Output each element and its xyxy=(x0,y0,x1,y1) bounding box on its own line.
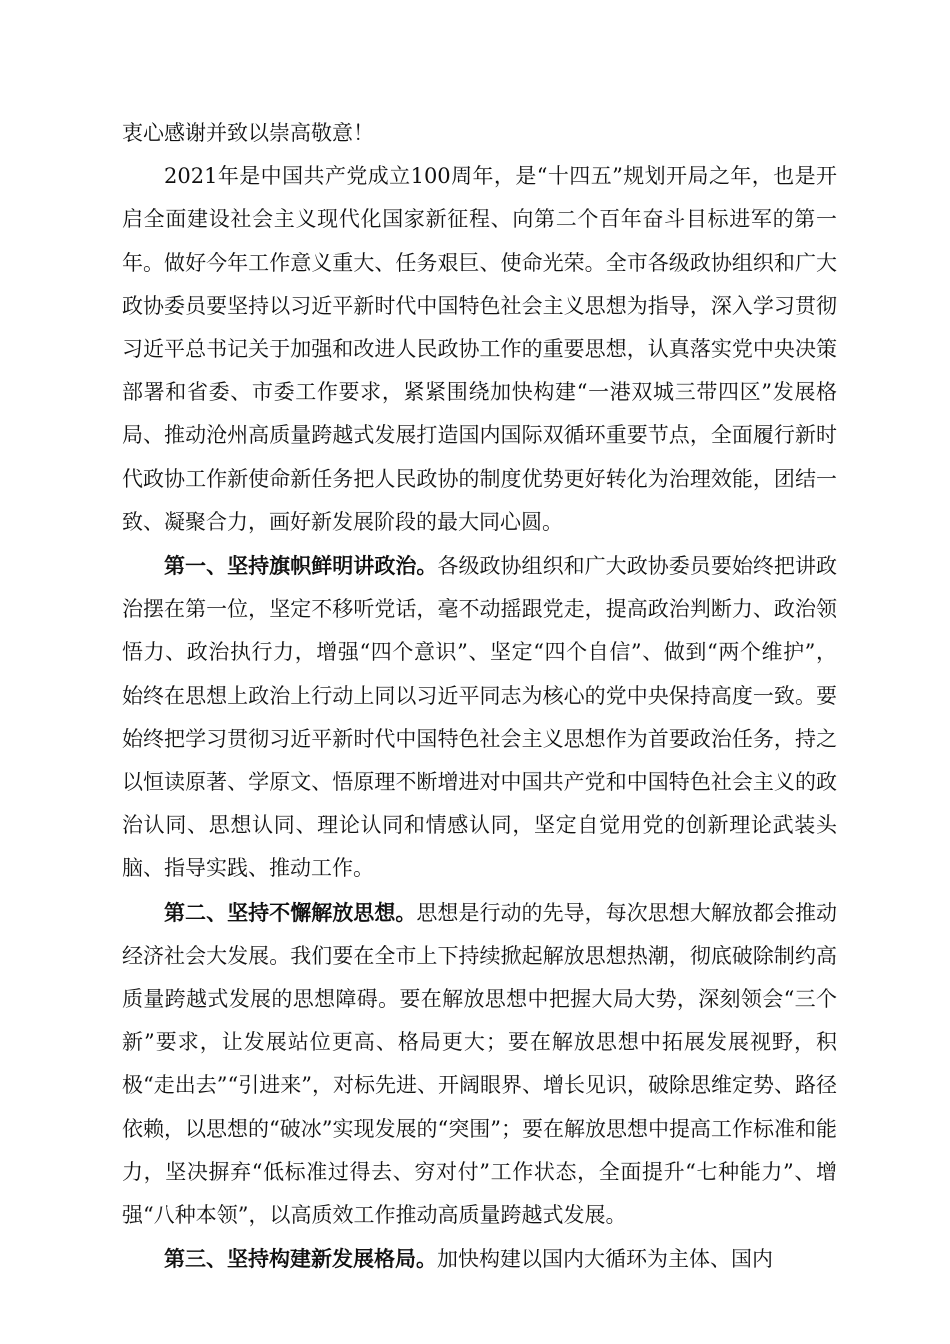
paragraph-point-one xyxy=(122,544,837,891)
paragraph-point-two xyxy=(122,891,837,1238)
paragraph-heading: 第三、坚持构建新发展格局。 xyxy=(164,1246,437,1272)
paragraph-text: 2021年是中国共产党成立100周年，是“十四五”规划开局之年，也是开启全面建设社会主义现代化国家新征程、向第二个百年奋斗目标进军的第一年。做好今年工作意义重大、任务艰巨、使命光荣。全市各级政协组织和广大政协委员要坚持以习近平新时代中国特色社会主义思想为指导，深入学习贯彻习近平总书记关于加强和改进人民政协工作的重要思想，认真落实党中央决策部署和省委、市委工作要求，紧紧围绕加快构建“一港双城三带四区”发展格局、推动沧州高质量跨越式发展打造国内国际双循环重要节点，全面履行新时代政协工作新使命新任务把人民政协的制度优势更好转化为治理效能，团结一致、凝聚合力，画好新发展阶段的最大同心圆。 xyxy=(122,164,837,534)
paragraph-text: 各级政协组织和广大政协委员要始终把讲政治摆在第一位，坚定不移听党话，毫不动摇跟党走，提高政治判断力、政治领悟力、政治执行力，增强“四个意识”、坚定“四个自信”、做到“两个维护”，始终在思想上政治上行动上同以习近平同志为核心的党中央保持高度一致。要始终把学习贯彻习近平新时代中国特色社会主义思想作为首要政治任务，持之以恒读原著、学原文、悟原理不断增进对中国共产党和中国特色社会主义的政治认同、思想认同、理论认同和情感认同，坚定自觉用党的创新理论武装头脑、指导实践、推动工作。 xyxy=(122,554,838,881)
paragraph-heading: 第二、坚持不懈解放思想。 xyxy=(164,899,417,925)
paragraph-closing-thanks xyxy=(122,112,837,155)
paragraph-2021-overview xyxy=(122,155,837,544)
paragraph-point-three xyxy=(122,1237,837,1281)
paragraph-text: 加快构建以国内大循环为主体、国内 xyxy=(437,1247,773,1272)
document-body xyxy=(122,112,837,1281)
paragraph-text: 衷心感谢并致以崇高敬意！ xyxy=(122,121,374,145)
paragraph-heading: 第一、坚持旗帜鲜明讲政治。 xyxy=(164,553,438,579)
paragraph-text: 思想是行动的先导，每次思想大解放都会推动经济社会大发展。我们要在全市上下持续掀起解放思想热潮，彻底破除制约高质量跨越式发展的思想障碍。要在解放思想中把握大局大势，深刻领会“三个新”要求，让发展站位更高、格局更大；要在解放思想中拓展发展视野，积极“走出去”“引进来”，对标先进、开阔眼界、增长见识，破除思维定势、路径依赖，以思想的“破冰”实现发展的“突围”；要在解放思想中提高工作标准和能力，坚决摒弃“低标准过得去、穷对付”工作状态，全面提升“七种能力”、增强“八种本领”，以高质效工作推动高质量跨越式发展。 xyxy=(122,900,838,1228)
